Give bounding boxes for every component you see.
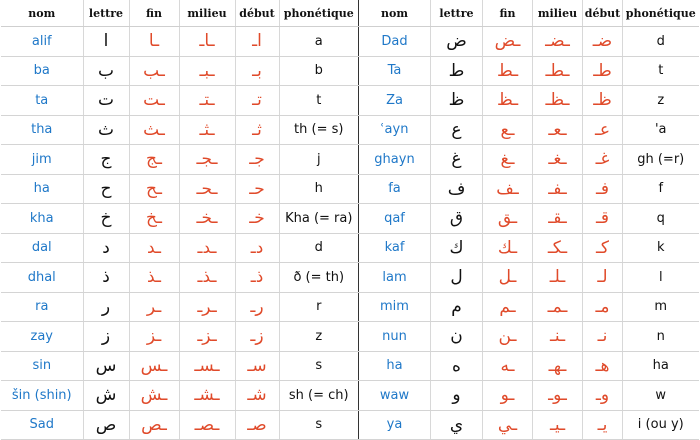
header-debut: début: [583, 0, 623, 27]
cell-phonetique: s: [279, 351, 358, 381]
cell-milieu: ـتـ: [179, 86, 235, 116]
table-body-left: [1, 27, 358, 440]
cell-nom: ba: [1, 56, 83, 86]
cell-phonetique: sh (= ch): [279, 381, 358, 411]
cell-milieu: ـكـ: [533, 233, 583, 263]
cell-debut: ذـ: [235, 263, 279, 293]
cell-lettre: ي: [431, 410, 483, 440]
cell-fin: ـس: [129, 351, 179, 381]
cell-phonetique: z: [623, 86, 699, 116]
cell-lettre: م: [431, 292, 483, 322]
cell-fin: ـم: [483, 292, 533, 322]
cell-lettre: ك: [431, 233, 483, 263]
header-phonetique: phonétique: [279, 0, 358, 27]
cell-fin: ـع: [483, 115, 533, 145]
cell-lettre: و: [431, 381, 483, 411]
cell-milieu: ـنـ: [533, 322, 583, 352]
cell-milieu: ـغـ: [533, 145, 583, 175]
cell-debut: هـ: [583, 351, 623, 381]
cell-lettre: غ: [431, 145, 483, 175]
cell-nom: kaf: [359, 233, 431, 263]
table-header-right: [359, 0, 699, 27]
cell-phonetique: d: [623, 27, 699, 57]
cell-nom: ghayn: [359, 145, 431, 175]
cell-nom: sin: [1, 351, 83, 381]
cell-nom: dal: [1, 233, 83, 263]
table-row: [359, 204, 699, 234]
cell-nom: ha: [359, 351, 431, 381]
table-row: [359, 145, 699, 175]
cell-nom: Sad: [1, 410, 83, 440]
cell-milieu: ـهـ: [533, 351, 583, 381]
cell-fin: ـط: [483, 56, 533, 86]
header-debut: début: [235, 0, 279, 27]
cell-fin: ـخ: [129, 204, 179, 234]
header-nom: nom: [1, 0, 83, 27]
cell-fin: ـك: [483, 233, 533, 263]
cell-milieu: ـمـ: [533, 292, 583, 322]
header-phonetique: phonétique: [623, 0, 699, 27]
cell-debut: وـ: [583, 381, 623, 411]
cell-lettre: ذ: [83, 263, 129, 293]
cell-phonetique: ha: [623, 351, 699, 381]
cell-fin: ـز: [129, 322, 179, 352]
cell-fin: ـص: [129, 410, 179, 440]
cell-phonetique: i (ou y): [623, 410, 699, 440]
cell-nom: Dad: [359, 27, 431, 57]
cell-debut: عـ: [583, 115, 623, 145]
cell-milieu: ـاـ: [179, 27, 235, 57]
cell-milieu: ـجـ: [179, 145, 235, 175]
table-row: [359, 56, 699, 86]
cell-debut: حـ: [235, 174, 279, 204]
cell-nom: ra: [1, 292, 83, 322]
cell-nom: Za: [359, 86, 431, 116]
cell-fin: ـي: [483, 410, 533, 440]
cell-phonetique: z: [279, 322, 358, 352]
cell-debut: تـ: [235, 86, 279, 116]
table-row: [359, 86, 699, 116]
cell-phonetique: r: [279, 292, 358, 322]
table-row: [359, 174, 699, 204]
cell-fin: ـل: [483, 263, 533, 293]
table-row: [359, 351, 699, 381]
cell-debut: سـ: [235, 351, 279, 381]
cell-nom: nun: [359, 322, 431, 352]
cell-debut: ظـ: [583, 86, 623, 116]
cell-milieu: ـطـ: [533, 56, 583, 86]
cell-debut: شـ: [235, 381, 279, 411]
cell-milieu: ـفـ: [533, 174, 583, 204]
cell-fin: ـت: [129, 86, 179, 116]
cell-phonetique: h: [279, 174, 358, 204]
cell-nom: alif: [1, 27, 83, 57]
cell-nom: ha: [1, 174, 83, 204]
cell-nom: kha: [1, 204, 83, 234]
cell-debut: نـ: [583, 322, 623, 352]
cell-debut: صـ: [235, 410, 279, 440]
cell-lettre: د: [83, 233, 129, 263]
alphabet-table-right: [358, 0, 699, 440]
cell-debut: زـ: [235, 322, 279, 352]
cell-milieu: ـبـ: [179, 56, 235, 86]
cell-nom: jim: [1, 145, 83, 175]
cell-phonetique: a: [279, 27, 358, 57]
cell-fin: ـب: [129, 56, 179, 86]
cell-milieu: ـسـ: [179, 351, 235, 381]
cell-lettre: ف: [431, 174, 483, 204]
table-row: [1, 233, 358, 263]
table-row: [1, 204, 358, 234]
header-milieu: milieu: [179, 0, 235, 27]
table-body-right: [359, 27, 699, 440]
cell-nom: waw: [359, 381, 431, 411]
cell-milieu: ـرـ: [179, 292, 235, 322]
cell-fin: ـح: [129, 174, 179, 204]
cell-nom: tha: [1, 115, 83, 145]
cell-lettre: ط: [431, 56, 483, 86]
cell-debut: بـ: [235, 56, 279, 86]
alphabet-table-left: [1, 0, 358, 440]
cell-lettre: ح: [83, 174, 129, 204]
table-row: [359, 115, 699, 145]
cell-lettre: ز: [83, 322, 129, 352]
cell-debut: يـ: [583, 410, 623, 440]
cell-debut: جـ: [235, 145, 279, 175]
cell-fin: ـق: [483, 204, 533, 234]
cell-fin: ـغ: [483, 145, 533, 175]
cell-lettre: ع: [431, 115, 483, 145]
table-row: [359, 263, 699, 293]
cell-phonetique: j: [279, 145, 358, 175]
cell-nom: fa: [359, 174, 431, 204]
table-header-left: [1, 0, 358, 27]
cell-fin: ـظ: [483, 86, 533, 116]
cell-phonetique: t: [623, 56, 699, 86]
cell-lettre: خ: [83, 204, 129, 234]
cell-phonetique: q: [623, 204, 699, 234]
table-row: [1, 292, 358, 322]
cell-lettre: ق: [431, 204, 483, 234]
cell-lettre: ب: [83, 56, 129, 86]
cell-debut: ثـ: [235, 115, 279, 145]
table-row: [1, 263, 358, 293]
cell-nom: mim: [359, 292, 431, 322]
cell-debut: لـ: [583, 263, 623, 293]
cell-phonetique: b: [279, 56, 358, 86]
table-row: [359, 27, 699, 57]
cell-fin: ـض: [483, 27, 533, 57]
cell-nom: dhal: [1, 263, 83, 293]
cell-debut: خـ: [235, 204, 279, 234]
cell-phonetique: l: [623, 263, 699, 293]
cell-phonetique: t: [279, 86, 358, 116]
header-nom: nom: [359, 0, 431, 27]
cell-debut: فـ: [583, 174, 623, 204]
cell-fin: ـف: [483, 174, 533, 204]
table-row: [1, 174, 358, 204]
cell-milieu: ـقـ: [533, 204, 583, 234]
cell-lettre: ا: [83, 27, 129, 57]
cell-debut: طـ: [583, 56, 623, 86]
cell-nom: qaf: [359, 204, 431, 234]
table-row: [1, 86, 358, 116]
table-row: [1, 115, 358, 145]
cell-lettre: ن: [431, 322, 483, 352]
table-row: [359, 410, 699, 440]
table-row: [1, 27, 358, 57]
header-lettre: lettre: [431, 0, 483, 27]
cell-debut: ضـ: [583, 27, 623, 57]
cell-milieu: ـوـ: [533, 381, 583, 411]
cell-phonetique: d: [279, 233, 358, 263]
cell-nom: ya: [359, 410, 431, 440]
cell-fin: ـج: [129, 145, 179, 175]
cell-milieu: ـحـ: [179, 174, 235, 204]
cell-debut: مـ: [583, 292, 623, 322]
cell-milieu: ـذـ: [179, 263, 235, 293]
cell-milieu: ـخـ: [179, 204, 235, 234]
cell-debut: اـ: [235, 27, 279, 57]
cell-milieu: ـثـ: [179, 115, 235, 145]
cell-fin: ـا: [129, 27, 179, 57]
cell-phonetique: w: [623, 381, 699, 411]
cell-phonetique: th (= s): [279, 115, 358, 145]
cell-phonetique: Kha (= ra): [279, 204, 358, 234]
cell-lettre: ظ: [431, 86, 483, 116]
cell-fin: ـر: [129, 292, 179, 322]
header-fin: fin: [483, 0, 533, 27]
cell-lettre: ض: [431, 27, 483, 57]
cell-fin: ـذ: [129, 263, 179, 293]
cell-milieu: ـيـ: [533, 410, 583, 440]
table-row: [1, 410, 358, 440]
cell-debut: قـ: [583, 204, 623, 234]
cell-nom: ʿayn: [359, 115, 431, 145]
table-row: [359, 322, 699, 352]
cell-milieu: ـضـ: [533, 27, 583, 57]
cell-milieu: ـدـ: [179, 233, 235, 263]
cell-phonetique: 'a: [623, 115, 699, 145]
cell-nom: lam: [359, 263, 431, 293]
cell-fin: ـن: [483, 322, 533, 352]
table-row: [1, 322, 358, 352]
cell-phonetique: k: [623, 233, 699, 263]
cell-nom: Ta: [359, 56, 431, 86]
cell-fin: ـش: [129, 381, 179, 411]
header-milieu: milieu: [533, 0, 583, 27]
cell-debut: غـ: [583, 145, 623, 175]
cell-milieu: ـشـ: [179, 381, 235, 411]
table-row: [1, 351, 358, 381]
cell-debut: كـ: [583, 233, 623, 263]
cell-lettre: ص: [83, 410, 129, 440]
cell-nom: ta: [1, 86, 83, 116]
cell-debut: دـ: [235, 233, 279, 263]
cell-phonetique: ð (= th): [279, 263, 358, 293]
cell-milieu: ـظـ: [533, 86, 583, 116]
cell-nom: šin (shin): [1, 381, 83, 411]
cell-fin: ـد: [129, 233, 179, 263]
cell-phonetique: n: [623, 322, 699, 352]
cell-milieu: ـزـ: [179, 322, 235, 352]
cell-phonetique: s: [279, 410, 358, 440]
table-row: [359, 381, 699, 411]
cell-phonetique: m: [623, 292, 699, 322]
table-row: [359, 292, 699, 322]
table-row: [1, 381, 358, 411]
cell-fin: ـو: [483, 381, 533, 411]
cell-fin: ـه: [483, 351, 533, 381]
header-fin: fin: [129, 0, 179, 27]
cell-phonetique: gh (=r): [623, 145, 699, 175]
table-row: [359, 233, 699, 263]
cell-lettre: ل: [431, 263, 483, 293]
cell-lettre: ت: [83, 86, 129, 116]
header-lettre: lettre: [83, 0, 129, 27]
cell-nom: zay: [1, 322, 83, 352]
cell-milieu: ـصـ: [179, 410, 235, 440]
cell-fin: ـث: [129, 115, 179, 145]
cell-lettre: ر: [83, 292, 129, 322]
cell-milieu: ـعـ: [533, 115, 583, 145]
cell-debut: رـ: [235, 292, 279, 322]
cell-lettre: ه: [431, 351, 483, 381]
cell-phonetique: f: [623, 174, 699, 204]
table-row: [1, 56, 358, 86]
table-row: [1, 145, 358, 175]
cell-lettre: س: [83, 351, 129, 381]
cell-lettre: ج: [83, 145, 129, 175]
cell-lettre: ش: [83, 381, 129, 411]
cell-lettre: ث: [83, 115, 129, 145]
cell-milieu: ـلـ: [533, 263, 583, 293]
